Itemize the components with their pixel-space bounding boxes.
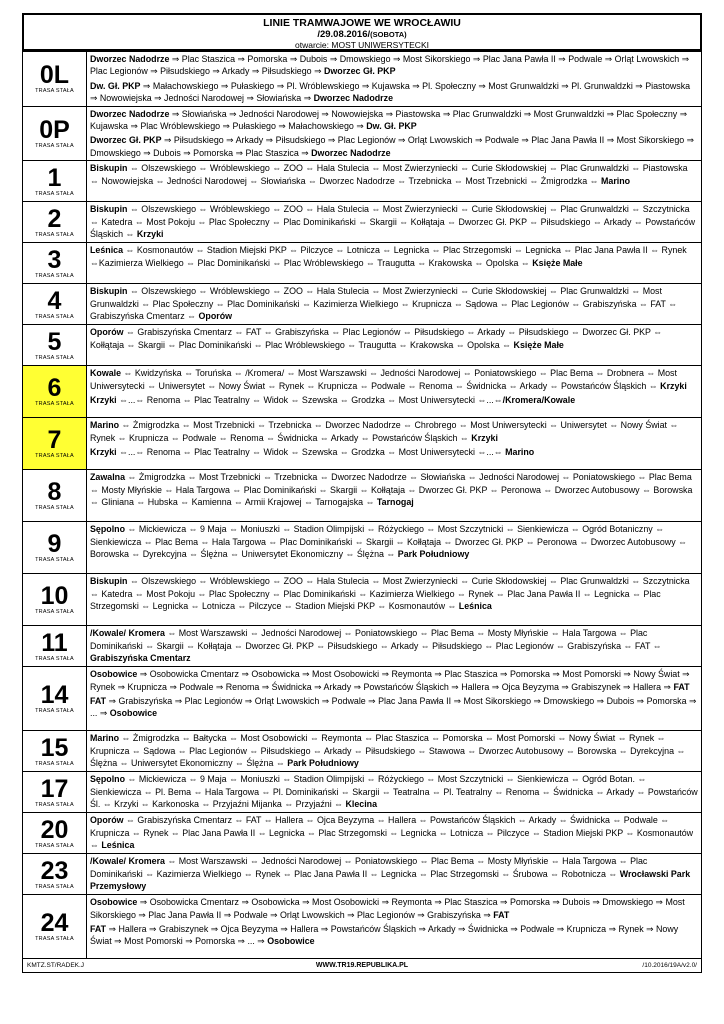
line-number-cell	[23, 813, 87, 854]
route-description	[87, 243, 702, 284]
line-row	[23, 202, 702, 243]
route-type-label: TRASA STAŁA	[35, 936, 74, 943]
route-type-label: TRASA STAŁA	[35, 883, 74, 890]
route-description	[87, 470, 702, 522]
line-number: 4	[47, 286, 62, 315]
route-start-stop: Kowale	[90, 368, 122, 379]
route-type-label: TRASA STAŁA	[35, 557, 74, 564]
route-type-label: TRASA STAŁA	[35, 354, 74, 361]
route-segment: Zawalna ⇔ Żmigrodzka ⇔ Most Trzebnicki ⇔ Trzebnicka ⇔ Dworzec Nadodrze ⇔ Słowiańska ⇔ Jedności Narodowej ⇔ Poniatowskiego ⇔ Plac Bema ⇔ Mosty Młyńskie ⇔ Hala Targowa ⇔ Plac Dominikański ⇔ Skargii ⇔ Kołłątaja ⇔ Dworzec Gł. PKP ⇔ Peronowa ⇔ Dworzec Autobusowy ⇔ Borowska ⇔ Gliniana ⇔ Hubska ⇔ Kamienna ⇔ Armii Krajowej ⇔ Tarnogajska ⇔ Tarnogaj	[90, 472, 693, 508]
line-number-cell	[23, 161, 87, 202]
route-description	[87, 161, 702, 202]
line-number-cell	[23, 772, 87, 813]
line-number-cell	[23, 731, 87, 772]
lines-body	[23, 52, 702, 959]
line-row	[23, 574, 702, 626]
date-line	[24, 29, 700, 40]
line-number-cell	[23, 52, 87, 107]
line-number: 7	[47, 426, 62, 455]
route-segment: Dw. Gł. PKP ⇒ Małachowskiego ⇒ Pułaskiego ⇒ Pl. Wróblewskiego ⇒ Kujawska ⇒ Pl. Społeczny ⇒ Most Grunwaldzki ⇒ Pl. Grunwaldzki ⇒ Piastowska ⇒ Nowowiejska ⇒ Jedności Narodowej ⇒ Słowiańska ⇒ Dworzec Nadodrze	[90, 80, 691, 104]
line-row	[23, 772, 702, 813]
route-segment: Biskupin ⇔ Olszewskiego ⇔ Wróblewskiego ⇔ ZOO ⇔ Hala Stulecia ⇔ Most Zwierzyniecki ⇔ Curie Skłodowskiej ⇔ Plac Grunwaldzki ⇔ Piastowska ⇔ Nowowiejska ⇔ Jedności Narodowej ⇔ Słowiańska ⇔ Dworzec Nadodrze ⇔ Trzebnicka ⇔ Most Trzebnicki ⇔ Żmigrodzka ⇔ Marino	[90, 163, 688, 186]
route-segment: Osobowice ⇒ Osobowicka Cmentarz ⇒ Osobowicka ⇒ Most Osobowicki ⇒ Reymonta ⇒ Plac Staszica ⇒ Pomorska ⇒ Dubois ⇒ Dmowskiego ⇒ Most Sikorskiego ⇒ Plac Jana Pawła II ⇒ Podwale ⇒ Orląt Lwowskich ⇒ Plac Legionów ⇒ Grabiszyńska ⇒ FAT	[90, 897, 685, 920]
route-description	[87, 52, 702, 107]
line-number: 24	[40, 909, 69, 938]
line-number: 14	[40, 681, 69, 710]
header	[22, 13, 702, 51]
line-number-cell	[23, 284, 87, 325]
route-description	[87, 772, 702, 813]
route-description	[87, 813, 702, 854]
route-description	[87, 284, 702, 325]
line-row	[23, 895, 702, 959]
route-start-stop: Marino	[90, 420, 120, 431]
line-row	[23, 366, 702, 418]
route-segment: Sępolno ⇔ Mickiewicza ⇔ 9 Maja ⇔ Moniuszki ⇔ Stadion Olimpijski ⇔ Różyckiego ⇔ Most Szczytnicki ⇔ Sienkiewicza ⇔ Ogród Botan. ⇔ Sienkiewicza ⇔ Pl. Bema ⇔ Hala Targowa ⇔ Pl. Dominikański ⇔ Skargii ⇔ Teatralna ⇔ Pl. Teatralny ⇔ Renoma ⇔ Świdnicka ⇔ Arkady ⇔ Powstańców Śl. ⇔ Krzyki ⇔ Karkonoska ⇔ Przyjaźni Mijanka ⇔ Przyjaźni ⇔ Klecina	[90, 774, 698, 810]
line-number-cell	[23, 325, 87, 366]
line-number: 3	[47, 245, 62, 274]
date: /29.08.2016/	[317, 29, 371, 40]
route-end-stop: Dworzec Gł. PKP	[323, 66, 396, 77]
line-row	[23, 161, 702, 202]
route-description	[87, 574, 702, 626]
route-start-stop: Oporów	[90, 815, 124, 826]
line-row	[23, 731, 702, 772]
route-segment: Sępolno ⇔ Mickiewicza ⇔ 9 Maja ⇔ Moniuszki ⇔ Stadion Olimpijski ⇔ Różyckiego ⇔ Most Szczytnicki ⇔ Sienkiewicza ⇔ Ogród Botaniczny ⇔ Sienkiewicza ⇔ Plac Bema ⇔ Hala Targowa ⇔ Plac Dominikański ⇔ Skargii ⇔ Kołłątaja ⇔ Dworzec Gł. PKP ⇔ Peronowa ⇔ Dworzec Autobusowy ⇔ Borowska ⇔ Dyrekcyjna ⇔ Ślężna ⇔ Uniwersytet Ekonomiczny ⇔ Ślężna ⇔ Park Południowy	[90, 524, 687, 560]
route-start-stop: /Kowale/ Kromera	[90, 628, 165, 639]
route-end-stop: Krzyki	[471, 432, 498, 443]
route-end-stop: Marino	[505, 447, 535, 458]
route-segment: Biskupin ⇔ Olszewskiego ⇔ Wróblewskiego ⇔ ZOO ⇔ Hala Stulecia ⇔ Most Zwierzyniecki ⇔ Curie Skłodowskiej ⇔ Plac Grunwaldzki ⇔ Most Grunwaldzki ⇔ Plac Społeczny ⇔ Plac Dominikański ⇔ Kazimierza Wielkiego ⇔ Krupnicza ⇔ Sądowa ⇔ Plac Legionów ⇔ Grabiszyńska ⇔ FAT ⇔ Grabiszyńska Cmentarz ⇔ Oporów	[90, 286, 678, 322]
line-number: 6	[47, 374, 62, 403]
route-type-label: TRASA STAŁA	[35, 505, 74, 512]
route-description	[87, 522, 702, 574]
route-description	[87, 106, 702, 161]
route-description	[87, 667, 702, 731]
opening-note: otwarcie: MOST UNIWERSYTECKI	[295, 40, 429, 50]
route-end-stop: FAT	[493, 909, 510, 920]
line-number-cell	[23, 106, 87, 161]
route-type-label: TRASA STAŁA	[35, 801, 74, 808]
route-start-stop: Sępolno	[90, 774, 126, 785]
line-row	[23, 418, 702, 470]
route-type-label: TRASA STAŁA	[35, 760, 74, 767]
line-number-cell	[23, 366, 87, 418]
lines-table	[22, 51, 702, 959]
route-start-stop: Krzyki	[90, 447, 117, 458]
route-end-stop: Marino	[600, 175, 631, 186]
route-type-label: TRASA STAŁA	[35, 272, 74, 279]
timetable-sheet	[22, 13, 702, 973]
route-description	[87, 202, 702, 243]
route-start-stop: Osobowice	[90, 897, 138, 908]
route-description	[87, 854, 702, 895]
route-start-stop: Osobowice	[90, 669, 138, 680]
route-start-stop: Biskupin	[90, 576, 128, 587]
route-description	[87, 418, 702, 470]
route-start-stop: /Kowale/ Kromera	[90, 856, 165, 867]
line-number-cell	[23, 202, 87, 243]
line-number-cell	[23, 574, 87, 626]
route-segment: FAT ⇒ Hallera ⇒ Grabiszynek ⇒ Ojca Beyzyma ⇒ Hallera ⇒ Powstańców Śląskich ⇒ Arkady ⇒ Świdnicka ⇒ Podwale ⇒ Krupnicza ⇒ Rynek ⇒ Nowy Świat ⇒ Most Pomorski ⇒ Pomorska ⇒ ... ⇒ Osobowice	[90, 924, 679, 947]
route-segment: /Kowale/ Kromera ⇔ Most Warszawski ⇔ Jedności Narodowej ⇔ Poniatowskiego ⇔ Plac Bema ⇔ Mosty Młyńskie ⇔ Hala Targowa ⇔ Plac Dominikański ⇔ Kazimierza Wielkiego ⇔ Rynek ⇔ Plac Jana Pawła II ⇔ Legnicka ⇔ Plac Strzegomski ⇔ Śrubowa ⇔ Robotnicza ⇔ Wrocławski Park Przemysłowy	[90, 856, 691, 892]
line-number: 8	[47, 478, 62, 507]
route-start-stop: Biskupin	[90, 286, 128, 297]
line-number: 15	[40, 733, 69, 762]
route-type-label: TRASA STAŁA	[35, 401, 74, 408]
route-end-stop: Dworzec Nadodrze	[313, 93, 394, 104]
route-start-stop: Zawalna	[90, 472, 126, 483]
route-type-label: TRASA STAŁA	[35, 453, 74, 460]
route-end-stop: Dw. Gł. PKP	[366, 121, 417, 132]
route-start-stop: Dworzec Gł. PKP	[90, 135, 162, 146]
route-segment: Kowale ⇔ Kwidzyńska ⇔ Toruńska ⇔ /Kromera/ ⇔ Most Warszawski ⇔ Jedności Narodowej ⇔ Poniatowskiego ⇔ Plac Bema ⇔ Drobnera ⇔ Most Uniwersytecki ⇔ Uniwersytet ⇔ Nowy Świat ⇔ Rynek ⇔ Krupnicza ⇔ Podwale ⇔ Renoma ⇔ Świdnicka ⇔ Arkady ⇔ Powstańców Śląskich ⇔ Krzyki	[90, 368, 687, 391]
line-number: 17	[40, 774, 69, 803]
route-segment: Leśnica ⇔ Kosmonautów ⇔ Stadion Miejski PKP ⇔ Pilczyce ⇔ Lotnicza ⇔ Legnicka ⇔ Plac Strzegomski ⇔ Legnicka ⇔ Plac Jana Pawła II ⇔ Rynek ⇔Kazimierza Wielkiego ⇔ Plac Dominikański ⇔ Plac Wróblewskiego ⇔ Traugutta ⇔ Krakowska ⇔ Opolska ⇔ Księże Małe	[90, 245, 687, 268]
route-segment: Biskupin ⇔ Olszewskiego ⇔ Wróblewskiego ⇔ ZOO ⇔ Hala Stulecia ⇔ Most Zwierzyniecki ⇔ Curie Skłodowskiej ⇔ Plac Grunwaldzki ⇔ Szczytnicka ⇔ Katedra ⇔ Most Pokoju ⇔ Plac Społeczny ⇔ Plac Dominikański ⇔ Kazimierza Wielkiego ⇔ Rynek ⇔ Plac Jana Pawła II ⇔ Legnicka ⇔ Plac Strzegomski ⇔ Legnicka ⇔ Lotnicza ⇔ Pilczyce ⇔ Stadion Miejski PKP ⇔ Kosmonautów ⇔ Leśnica	[90, 576, 690, 612]
line-row	[23, 813, 702, 854]
line-number: 0P	[39, 115, 70, 144]
route-segment: Osobowice ⇒ Osobowicka Cmentarz ⇒ Osobowicka ⇒ Most Osobowicki ⇒ Reymonta ⇒ Plac Staszica ⇒ Pomorska ⇒ Most Pomorski ⇒ Nowy Świat ⇒ Rynek ⇒ Krupnicza ⇒ Podwale ⇒ Renoma ⇒ Świdnicka ⇒ Arkady ⇒ Powstańców Śląskich ⇒ Hallera ⇒ Ojca Beyzyma ⇒ Grabiszynek ⇒ Hallera ⇒ FAT	[90, 669, 690, 692]
route-end-stop: Park Południowy	[287, 758, 359, 769]
route-end-stop: Krzyki	[660, 380, 687, 391]
route-type-label: TRASA STAŁA	[35, 88, 74, 95]
route-end-stop: FAT	[673, 681, 690, 692]
route-end-stop: Krzyki	[136, 229, 164, 240]
line-row	[23, 284, 702, 325]
route-start-stop: Biskupin	[90, 204, 128, 215]
route-end-stop: Klecina	[345, 799, 378, 810]
line-row	[23, 470, 702, 522]
route-description	[87, 626, 702, 667]
route-segment: /Kowale/ Kromera ⇔ Most Warszawski ⇔ Jedności Narodowej ⇔ Poniatowskiego ⇔ Plac Bema ⇔ Mosty Młyńskie ⇔ Hala Targowa ⇔ Plac Dominikański ⇔ Skargii ⇔ Kołłątaja ⇔ Dworzec Gł. PKP ⇔ Piłsudskiego ⇔ Arkady ⇔ Piłsudskiego ⇔ Plac Legionów ⇔ Grabiszyńska ⇔ FAT ⇔ Grabiszyńska Cmentarz	[90, 628, 662, 664]
route-start-stop: Dworzec Nadodrze	[90, 108, 170, 119]
line-number-cell	[23, 854, 87, 895]
line-row	[23, 325, 702, 366]
route-description	[87, 731, 702, 772]
route-segment: Dworzec Nadodrze ⇒ Słowiańska ⇒ Jedności Narodowej ⇒ Nowowiejska ⇒ Piastowska ⇒ Plac Grunwaldzki ⇒ Most Grunwaldzki ⇒ Plac Społeczny ⇒ Kujawska ⇒ Plac Wróblewskiego ⇒ Pułaskiego ⇒ Małachowskiego ⇒ Dw. Gł. PKP	[90, 108, 688, 132]
route-end-stop: Tarnogaj	[376, 497, 414, 508]
line-number: 11	[41, 628, 68, 657]
route-start-stop: Dw. Gł. PKP	[90, 80, 141, 91]
route-type-label: TRASA STAŁA	[35, 313, 74, 320]
route-end-stop: Osobowice	[109, 708, 158, 719]
route-description	[87, 366, 702, 418]
route-end-stop: /Kromera/Kowale	[502, 395, 576, 406]
footer-version: /10.2016/19A/v2.0/	[642, 962, 697, 970]
route-start-stop: Dworzec Nadodrze	[90, 54, 170, 64]
route-start-stop: Leśnica	[90, 245, 124, 256]
line-row	[23, 243, 702, 284]
route-segment: Oporów ⇔ Grabiszyńska Cmentarz ⇔ FAT ⇔ Grabiszyńska ⇔ Plac Legionów ⇔ Piłsudskiego ⇔ Arkady ⇔ Piłsudskiego ⇔ Dworzec Gł. PKP ⇔ Kołłątaja ⇔ Skargii ⇔ Plac Dominikański ⇔ Plac Wróblewskiego ⇔ Traugutta ⇔ Krakowska ⇔ Opolska ⇔ Księże Małe	[90, 327, 663, 350]
route-segment: Krzyki ⇔...⇔ Renoma ⇔ Plac Teatralny ⇔ Widok ⇔ Szewska ⇔ Grodzka ⇔ Most Uniwersytecki ⇔...⇔ Marino	[90, 447, 535, 458]
route-type-label: TRASA STAŁA	[35, 190, 74, 197]
line-number: 20	[40, 815, 69, 844]
line-number-cell	[23, 522, 87, 574]
route-type-label: TRASA STAŁA	[35, 231, 74, 238]
line-number-cell	[23, 470, 87, 522]
route-end-stop: Księże Małe	[532, 257, 583, 268]
route-start-stop: Biskupin	[90, 163, 128, 174]
footer-website-link[interactable]: WWW.TR19.REPUBLIKA.PL	[315, 962, 409, 970]
route-start-stop: Marino	[90, 733, 120, 744]
route-end-stop: Księże Małe	[513, 339, 564, 350]
line-number-cell	[23, 243, 87, 284]
line-row	[23, 626, 702, 667]
route-end-stop: Oporów	[198, 311, 233, 322]
route-end-stop: Leśnica	[458, 601, 492, 612]
route-segment: Biskupin ⇔ Olszewskiego ⇔ Wróblewskiego ⇔ ZOO ⇔ Hala Stulecia ⇔ Most Zwierzyniecki ⇔ Curie Skłodowskiej ⇔ Plac Grunwaldzki ⇔ Szczytnicka ⇔ Katedra ⇔ Most Pokoju ⇔ Plac Społeczny ⇔ Plac Dominikański ⇔ Skargii ⇔ Kołłątaja ⇔ Dworzec Gł. PKP ⇔ Piłsudskiego ⇔ Arkady ⇔ Powstańców Śląskich ⇔ Krzyki	[90, 204, 696, 240]
line-number-cell	[23, 626, 87, 667]
line-number: 23	[40, 856, 69, 885]
line-number: 0L	[39, 61, 70, 90]
route-start-stop: Krzyki	[90, 395, 117, 406]
page-title: LINIE TRAMWAJOWE WE WROCŁAWIU	[263, 17, 461, 29]
line-row	[23, 667, 702, 731]
route-type-label: TRASA STAŁA	[35, 142, 74, 149]
route-end-stop: Dworzec Nadodrze	[311, 147, 391, 158]
line-row	[23, 106, 702, 161]
route-type-label: TRASA STAŁA	[35, 655, 74, 662]
line-number: 2	[47, 204, 62, 233]
line-number: 1	[47, 163, 62, 192]
route-end-stop: Leśnica	[101, 840, 135, 851]
route-start-stop: Sępolno	[90, 524, 126, 535]
route-segment: Marino ⇔ Żmigrodzka ⇔ Bałtycka ⇔ Most Osobowicki ⇔ Reymonta ⇔ Plac Staszica ⇔ Pomorska ⇔ Most Pomorski ⇔ Nowy Świat ⇔ Rynek ⇔ Krupnicza ⇔ Sądowa ⇔ Plac Legionów ⇔ Piłsudskiego ⇔ Arkady ⇔ Piłsudskiego ⇔ Stawowa ⇔ Dworzec Autobusowy ⇔ Borowska ⇔ Dyrekcyjna ⇔ Ślężna ⇔ Uniwersytet Ekonomiczny ⇔ Ślężna ⇔ Park Południowy	[90, 733, 686, 769]
day: (SOBOTA)	[370, 30, 407, 39]
route-segment: Krzyki ⇔...⇔ Renoma ⇔ Plac Teatralny ⇔ Widok ⇔ Szewska ⇔ Grodzka ⇔ Most Uniwersytecki ⇔...⇔/Kromera/Kowale	[90, 395, 576, 406]
line-number-cell	[23, 667, 87, 731]
route-start-stop: Oporów	[90, 327, 124, 338]
line-number: 9	[47, 530, 62, 559]
route-start-stop: FAT	[90, 696, 107, 707]
route-segment: Marino ⇔ Żmigrodzka ⇔ Most Trzebnicki ⇔ Trzebnicka ⇔ Dworzec Nadodrze ⇔ Chrobrego ⇔ Most Uniwersytecki ⇔ Uniwersytet ⇔ Nowy Świat ⇔ Rynek ⇔ Krupnicza ⇔ Podwale ⇔ Renoma ⇔ Świdnicka ⇔ Arkady ⇔ Powstańców Śląskich ⇔ Krzyki	[90, 420, 679, 443]
route-end-stop: Osobowice	[267, 936, 315, 947]
route-type-label: TRASA STAŁA	[35, 609, 74, 616]
line-number: 5	[47, 327, 62, 356]
route-description	[87, 895, 702, 959]
line-number-cell	[23, 895, 87, 959]
route-type-label: TRASA STAŁA	[35, 842, 74, 849]
footer-author: KMTZ.ST/RADEK.J	[27, 962, 85, 970]
route-end-stop: Park Południowy	[397, 549, 470, 560]
line-row	[23, 522, 702, 574]
route-segment: FAT ⇒ Grabiszyńska ⇒ Plac Legionów ⇒ Orląt Lwowskich ⇒ Podwale ⇒ Plac Jana Pawła II ⇒ Most Sikorskiego ⇒ Dmowskiego ⇒ Dubois ⇒ Pomorska ⇒ ... ⇒ Osobowice	[90, 696, 697, 719]
route-end-stop: Wrocławski Park Przemysłowy	[90, 868, 691, 892]
line-row	[23, 52, 702, 107]
footer	[22, 959, 702, 973]
line-number: 10	[40, 582, 69, 611]
route-segment: Dworzec Gł. PKP ⇒ Piłsudskiego ⇒ Arkady ⇒ Piłsudskiego ⇒ Plac Legionów ⇒ Orląt Lwowskich ⇒ Podwale ⇒ Plac Jana Pawła II ⇒ Most Sikorskiego ⇒ Dmowskiego ⇒ Dubois ⇒ Pomorska ⇒ Plac Staszica ⇒ Dworzec Nadodrze	[90, 135, 695, 158]
line-number-cell	[23, 418, 87, 470]
route-segment: Dworzec Nadodrze ⇒ Plac Staszica ⇒ Pomorska ⇒ Dubois ⇒ Dmowskiego ⇒ Most Sikorskiego ⇒ Plac Jana Pawła II ⇒ Podwale ⇒ Orląt Lwowskich ⇒ Plac Legionów ⇒ Piłsudskiego ⇒ Arkady ⇒ Piłsudskiego ⇒ Dworzec Gł. PKP	[90, 54, 690, 77]
line-row	[23, 854, 702, 895]
route-segment: Oporów ⇔ Grabiszyńska Cmentarz ⇔ FAT ⇔ Hallera ⇔ Ojca Beyzyma ⇔ Hallera ⇔ Powstańców Śląskich ⇔ Arkady ⇔ Świdnicka ⇔ Podwale ⇔ Krupnicza ⇔ Rynek ⇔ Plac Jana Pawła II ⇔ Legnicka ⇔ Plac Strzegomski ⇔ Legnicka ⇔ Lotnicza ⇔ Pilczyce ⇔ Stadion Miejski PKP ⇔ Kosmonautów ⇔ Leśnica	[90, 815, 694, 851]
route-type-label: TRASA STAŁA	[35, 708, 74, 715]
route-description	[87, 325, 702, 366]
route-end-stop: Grabiszyńska Cmentarz	[90, 653, 191, 664]
route-start-stop: FAT	[90, 924, 107, 935]
